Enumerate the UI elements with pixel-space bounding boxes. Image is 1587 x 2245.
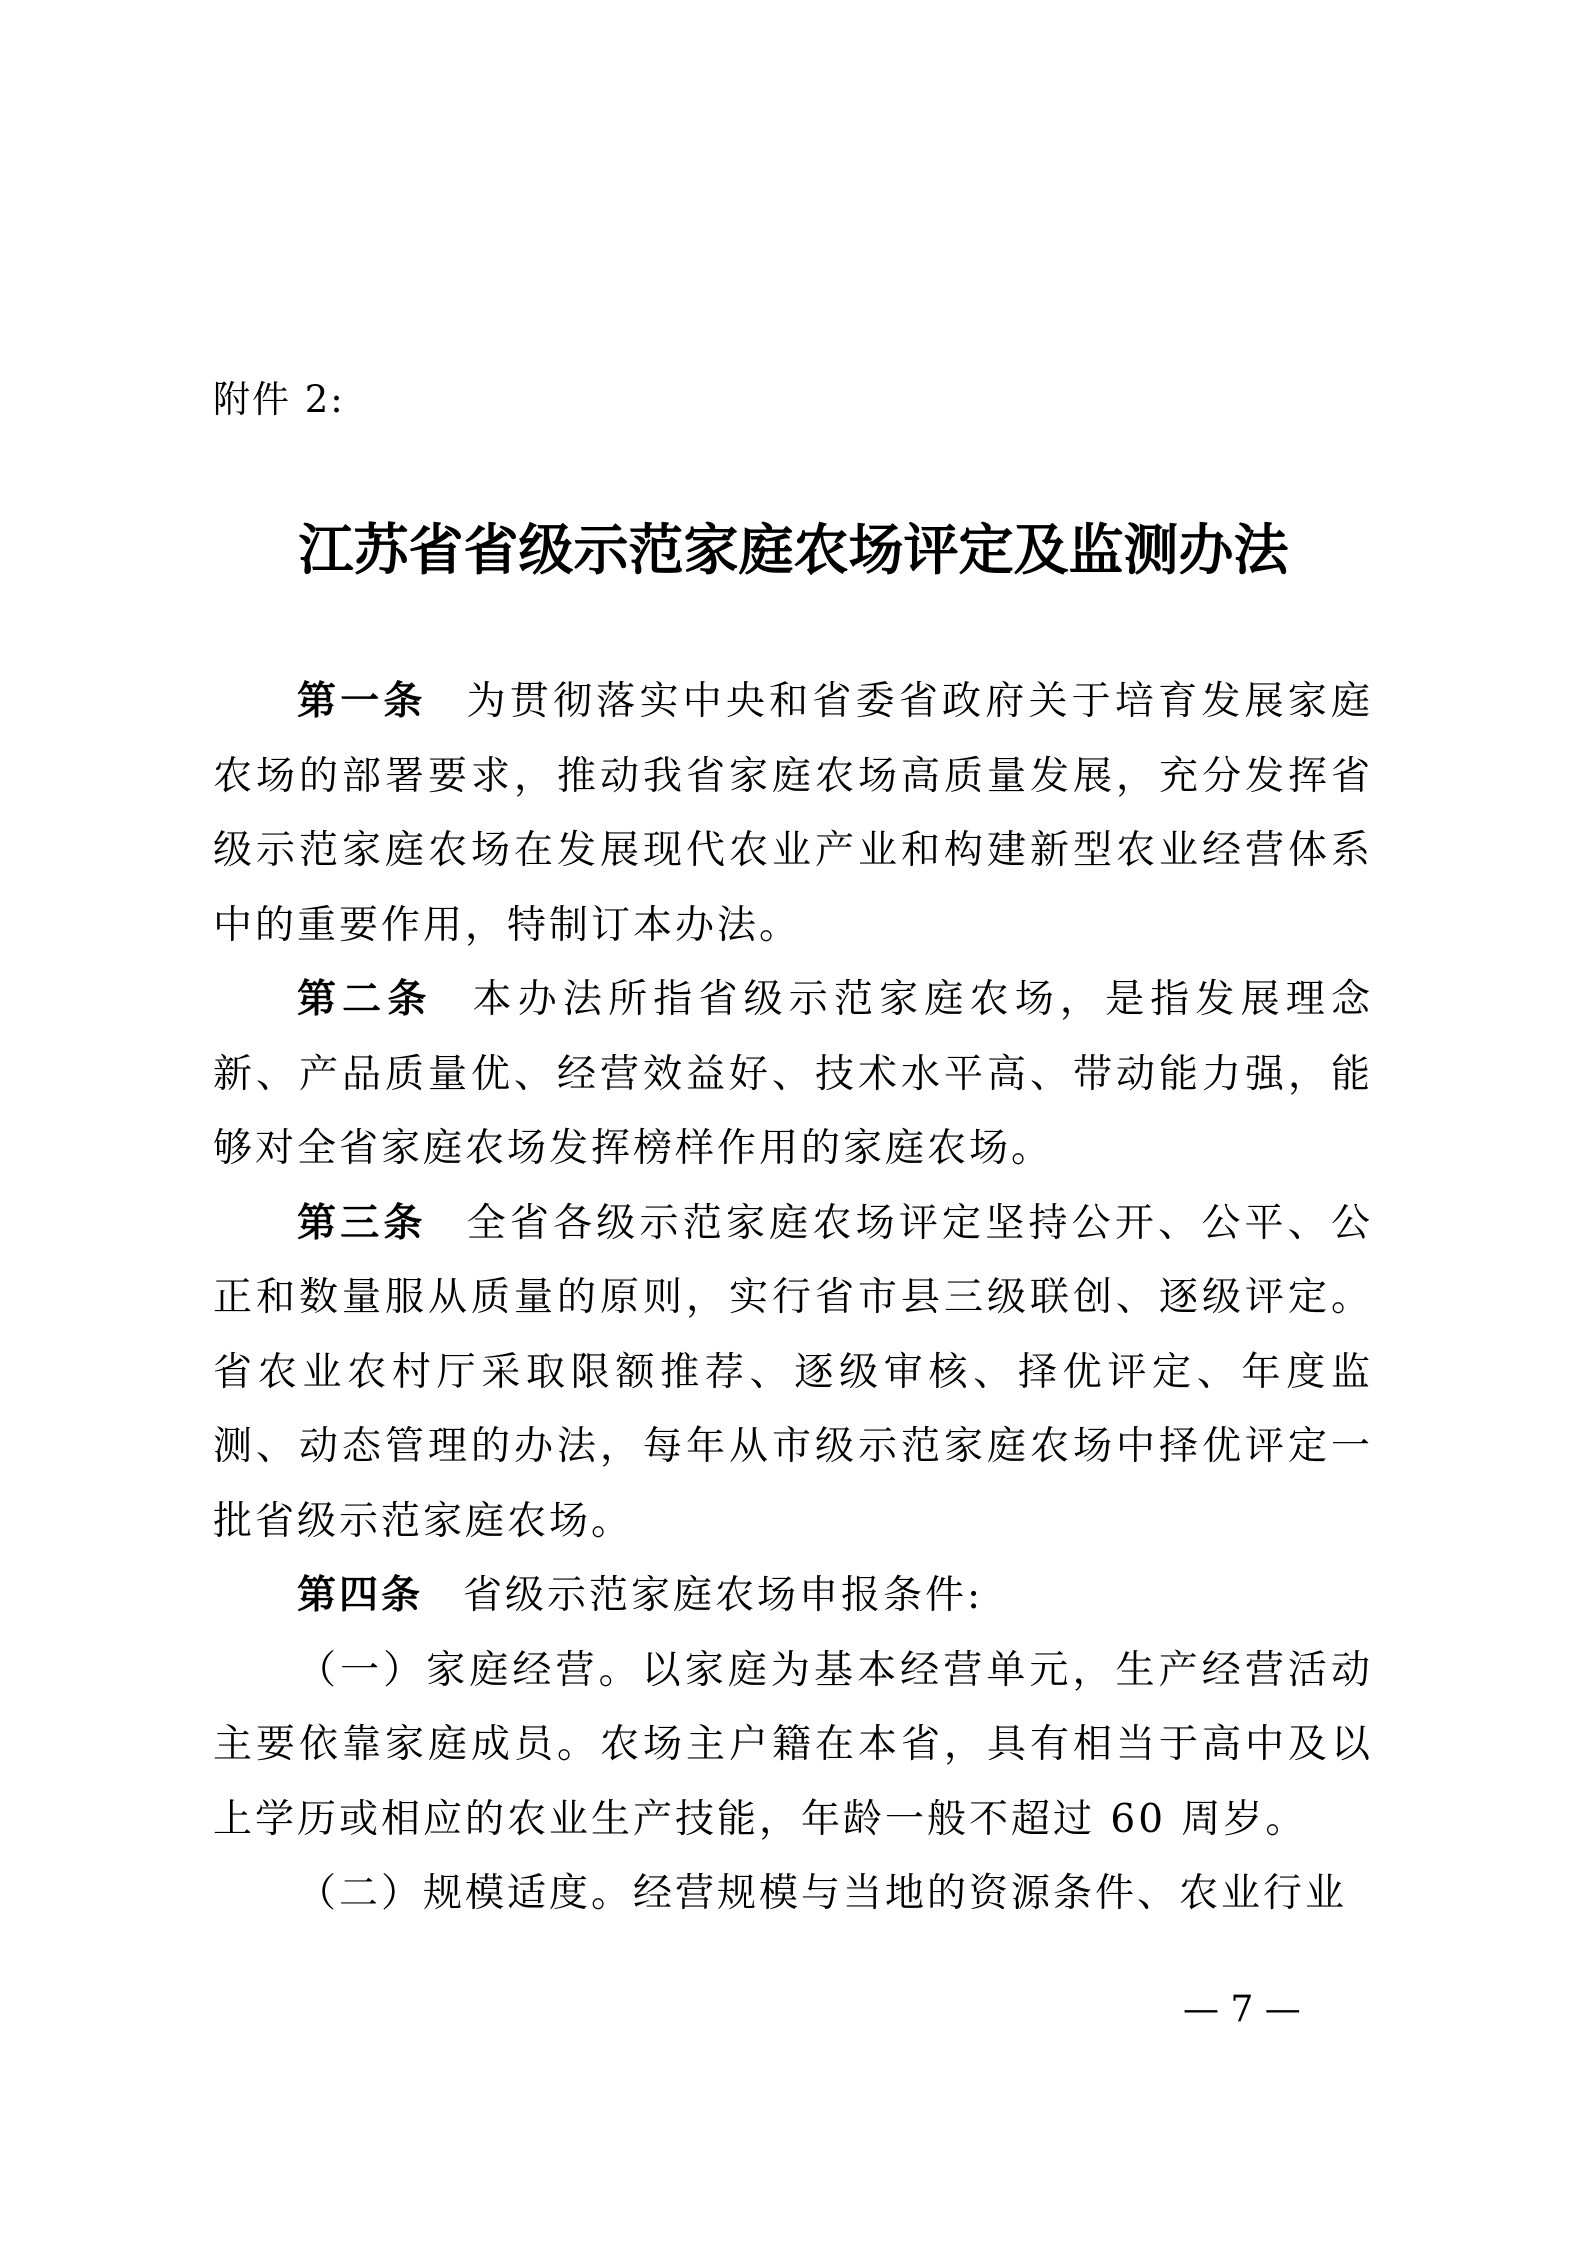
- article-text: 全省各级示范家庭农场评定坚持公开、公平、公正和数量服从质量的原则，实行省市县三级联创、逐级评定。省农业农村厅采取限额推荐、逐级审核、择优评定、年度监测、动态管理的办法，每年从市级示范家庭农场中择优评定一批省级示范家庭农场。: [213, 1200, 1373, 1544]
- document-body: [213, 665, 1373, 1932]
- article-number: 第四条: [297, 1573, 424, 1618]
- condition-item-2: （二）规模适度。经营规模与当地的资源条件、农业行业: [297, 1871, 1348, 1916]
- article-3: [213, 1187, 1373, 1560]
- article-text: 本办法所指省级示范家庭农场，是指发展理念新、产品质量优、经营效益好、技术水平高、带动能力强，能够对全省家庭农场发挥榜样作用的家庭农场。: [213, 977, 1373, 1171]
- page-number: — 7 —: [1183, 1989, 1301, 2030]
- article-1: [213, 665, 1373, 963]
- article-number: 第一条: [297, 679, 427, 724]
- attachment-label: 附件 2:: [213, 378, 345, 421]
- document-title: 江苏省省级示范家庭农场评定及监测办法: [298, 518, 1289, 582]
- article-text: 省级示范家庭农场申报条件:: [463, 1573, 984, 1618]
- article-4: [213, 1559, 1373, 1634]
- article-number: 第二条: [297, 977, 433, 1022]
- article-number: 第三条: [297, 1200, 427, 1246]
- article-text: 为贯彻落实中央和省委省政府关于培育发展家庭农场的部署要求，推动我省家庭农场高质量发展，充分发挥省级示范家庭农场在发展现代农业产业和构建新型农业经营体系中的重要作用，特制订本办法。: [213, 679, 1373, 948]
- article-2: [213, 963, 1373, 1187]
- condition-item-1: （一）家庭经营。以家庭为基本经营单元，生产经营活动主要依靠家庭成员。农场主户籍在本省，具有相当于高中及以上学历或相应的农业生产技能，年龄一般不超过 60 周岁。: [213, 1647, 1373, 1842]
